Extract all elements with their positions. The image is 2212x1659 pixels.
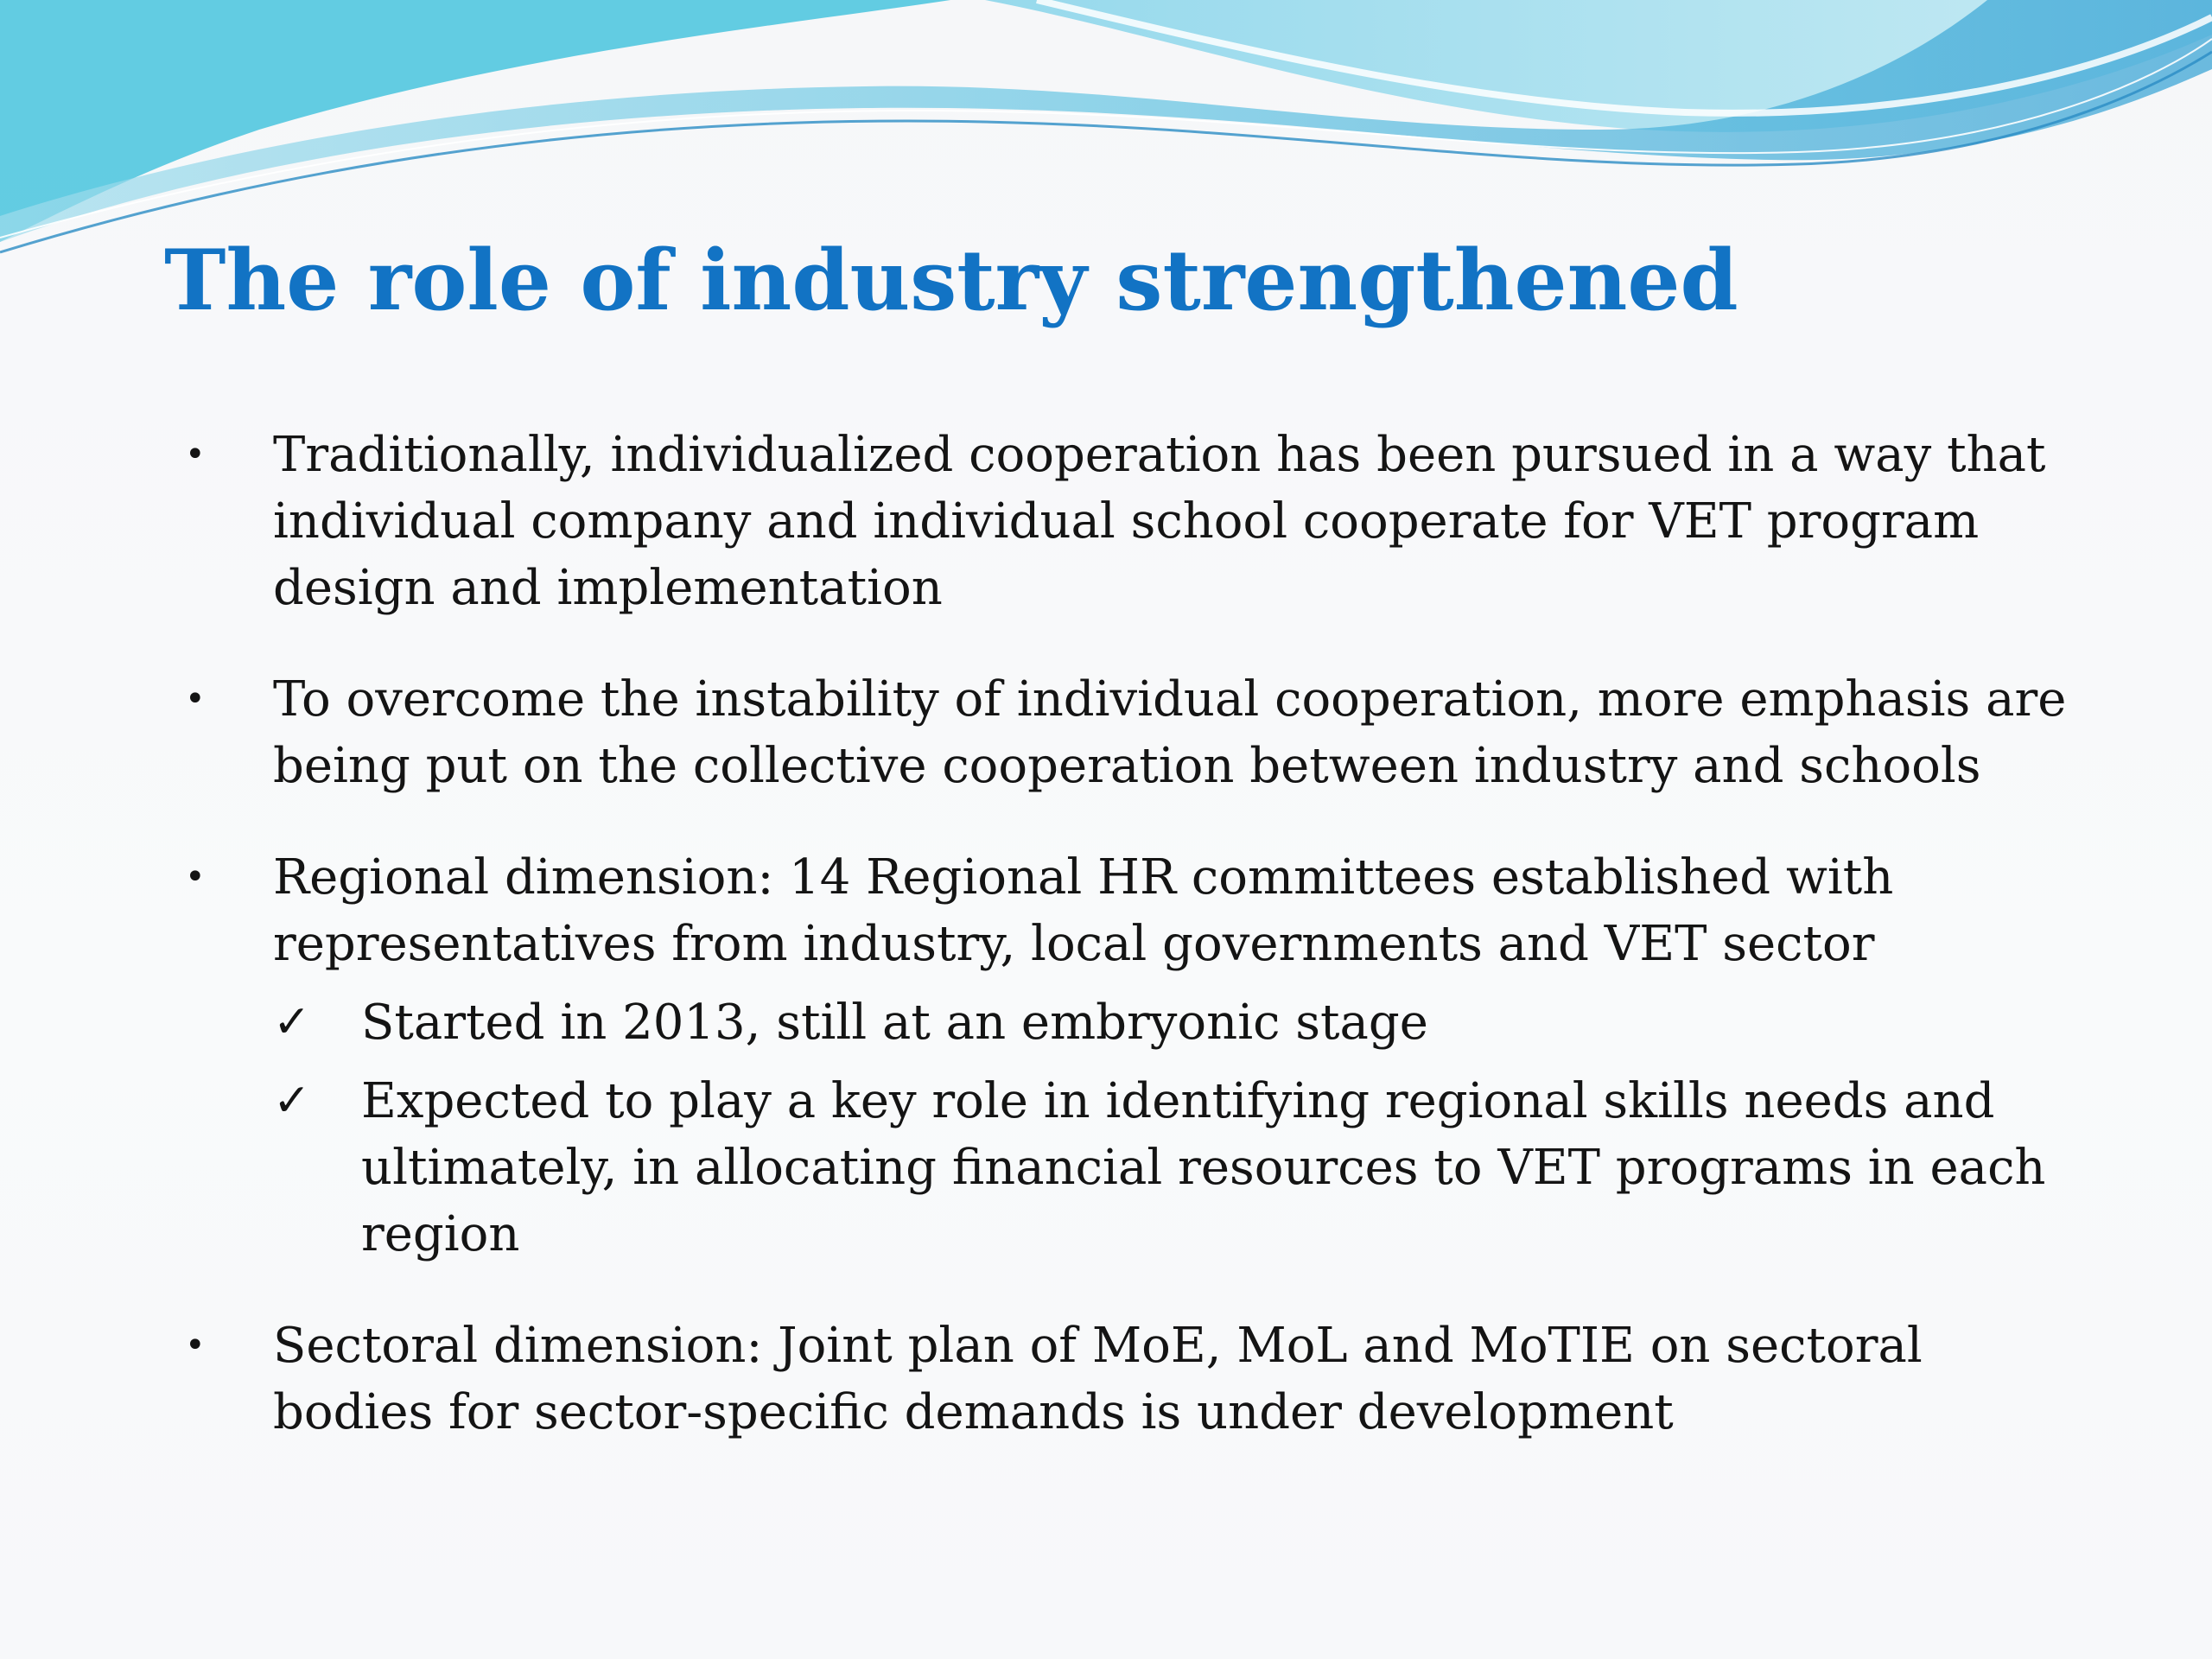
bullet-text: Traditionally, individualized cooperation has been pursued in a way that individual company and individual school cooperate for VET program design and implementation (273, 427, 2046, 616)
sub-bullet-text: Started in 2013, still at an embryonic stage (361, 995, 1428, 1051)
bullet-icon: • (185, 679, 206, 719)
bullet-text: Regional dimension: 14 Regional HR committees established with representatives from industry, local governments and VET sector (273, 849, 1894, 972)
sub-bullet-text: Expected to play a key role in identifying regional skills needs and ultimately, in allocating financial resources to VET programs in each region (361, 1073, 2046, 1262)
bullet-icon: • (185, 857, 206, 897)
slide-title: The role of industry strengthened (164, 232, 1738, 329)
bullet-item (181, 844, 2082, 1268)
checkmark-icon: ✓ (273, 996, 311, 1048)
bullet-text: Sectoral dimension: Joint plan of MoE, MoL and MoTIE on sectoral bodies for sector-specific demands is under development (273, 1318, 1923, 1440)
sub-bullet-item (273, 1068, 2082, 1268)
bullet-item (181, 1313, 2082, 1446)
bullet-item (181, 422, 2082, 621)
bullet-icon: • (185, 1325, 206, 1365)
bullet-list (181, 422, 2082, 1491)
bullet-text: To overcome the instability of individual cooperation, more emphasis are being put on the collective cooperation between industry and schools (273, 671, 2067, 794)
sub-bullet-list (273, 989, 2082, 1268)
bullet-item (181, 666, 2082, 799)
decorative-wave-header (0, 0, 2212, 259)
checkmark-icon: ✓ (273, 1075, 311, 1127)
sub-bullet-item (273, 989, 2082, 1056)
bullet-icon: • (185, 435, 206, 474)
